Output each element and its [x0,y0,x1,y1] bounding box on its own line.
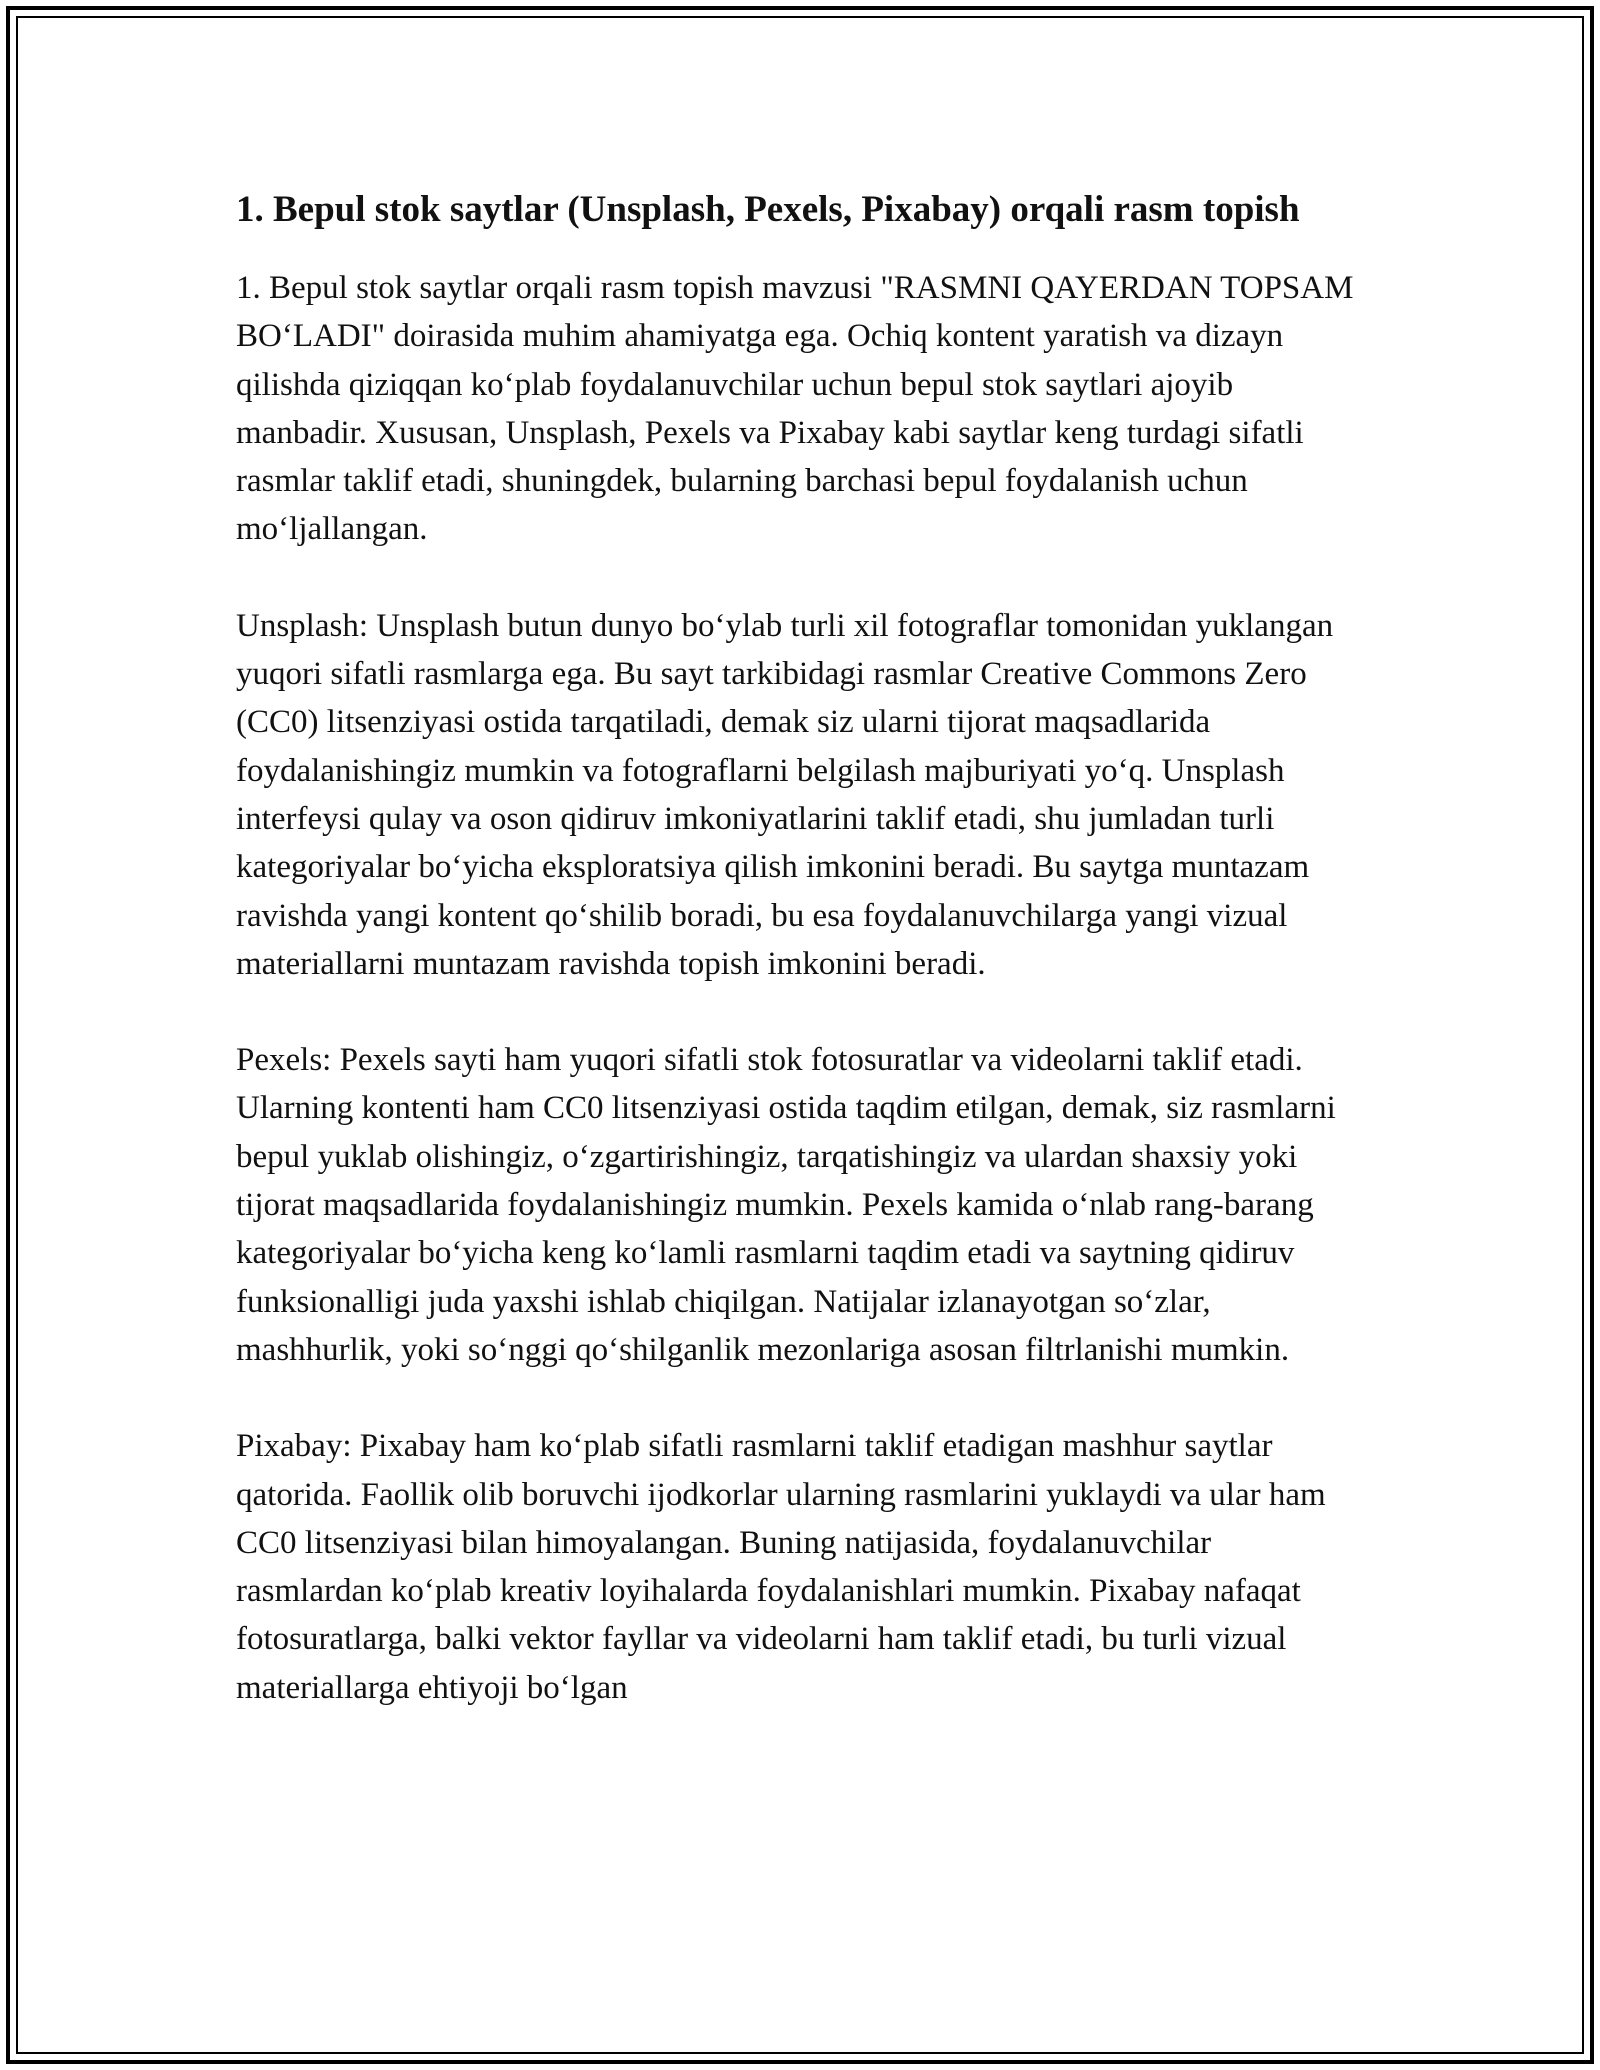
paragraph-unsplash: Unsplash: Unsplash butun dunyo bo‘ylab turli xil fotograflar tomonidan yuklangan yuqori sifatli rasmlarga ega. Bu sayt tarkibidagi rasmlar Creative Commons Zero (CC0) litsenziyasi ostida tarqatiladi, demak siz ularni tijorat maqsadlarida foydalanishingiz mumkin va fotograflarni belgilash majburiyati yo‘q. Unsplash interfeysi qulay va oson qidiruv imkoniyatlarini taklif etadi, shu jumladan turli kategoriyalar bo‘yicha eksploratsiya qilish imkonini beradi. Bu saytga muntazam ravishda yangi kontent qo‘shilib boradi, bu esa foydalanuvchilarga yangi vizual materiallarni muntazam ravishda topish imkonini beradi. [236,607,1334,982]
document-body [236,182,1360,1760]
paragraph-intro: 1. Bepul stok saytlar orqali rasm topish mavzusi "RASMNI QAYERDAN TOPSAM BO‘LADI" doirasida muhim ahamiyatga ega. Ochiq kontent yaratish va dizayn qilishda qiziqqan ko‘plab foydalanuvchilar uchun bepul stok saytlari ajoyib manbadir. Xususan, Unsplash, Pexels va Pixabay kabi saytlar keng turdagi sifatli rasmlar taklif etadi, shuningdek, bularning barchasi bepul foydalanish uchun mo‘ljallangan. [236,270,1354,548]
paragraph-pexels: Pexels: Pexels sayti ham yuqori sifatli stok fotosuratlar va videolarni taklif etadi. Ularning kontenti ham CC0 litsenziyasi ostida taqdim etilgan, demak, siz rasmlarni bepul yuklab olishingiz, o‘zgartirishingiz, tarqatishingiz va ulardan shaxsiy yoki tijorat maqsadlarida foydalanishingiz mumkin. Pexels kamida o‘nlab rang-barang kategoriyalar bo‘yicha keng ko‘lamli rasmlarni taqdim etadi va saytning qidiruv funksionalligi juda yaxshi ishlab chiqilgan. Natijalar izlanayotgan so‘zlar, mashhurlik, yoki so‘nggi qo‘shilganlik mezonlariga asosan filtrlanishi mumkin. [236,1042,1336,1368]
paragraph-pixabay: Pixabay: Pixabay ham ko‘plab sifatli rasmlarni taklif etadigan mashhur saytlar qatorida. Faollik olib boruvchi ijodkorlar ularning rasmlarini yuklaydi va ular ham CC0 litsenziyasi bilan himoyalangan. Buning natijasida, foydalanuvchilar rasmlardan ko‘plab kreativ loyihalarda foydalanishlari mumkin. Pixabay nafaqat fotosuratlarga, balki vektor fayllar va videolarni ham taklif etadi, bu turli vizual materiallarga ehtiyoji bo‘lgan [236,1428,1326,1706]
document-title: 1. Bepul stok saytlar (Unsplash, Pexels, Pixabay) orqali rasm topish [236,189,1300,230]
